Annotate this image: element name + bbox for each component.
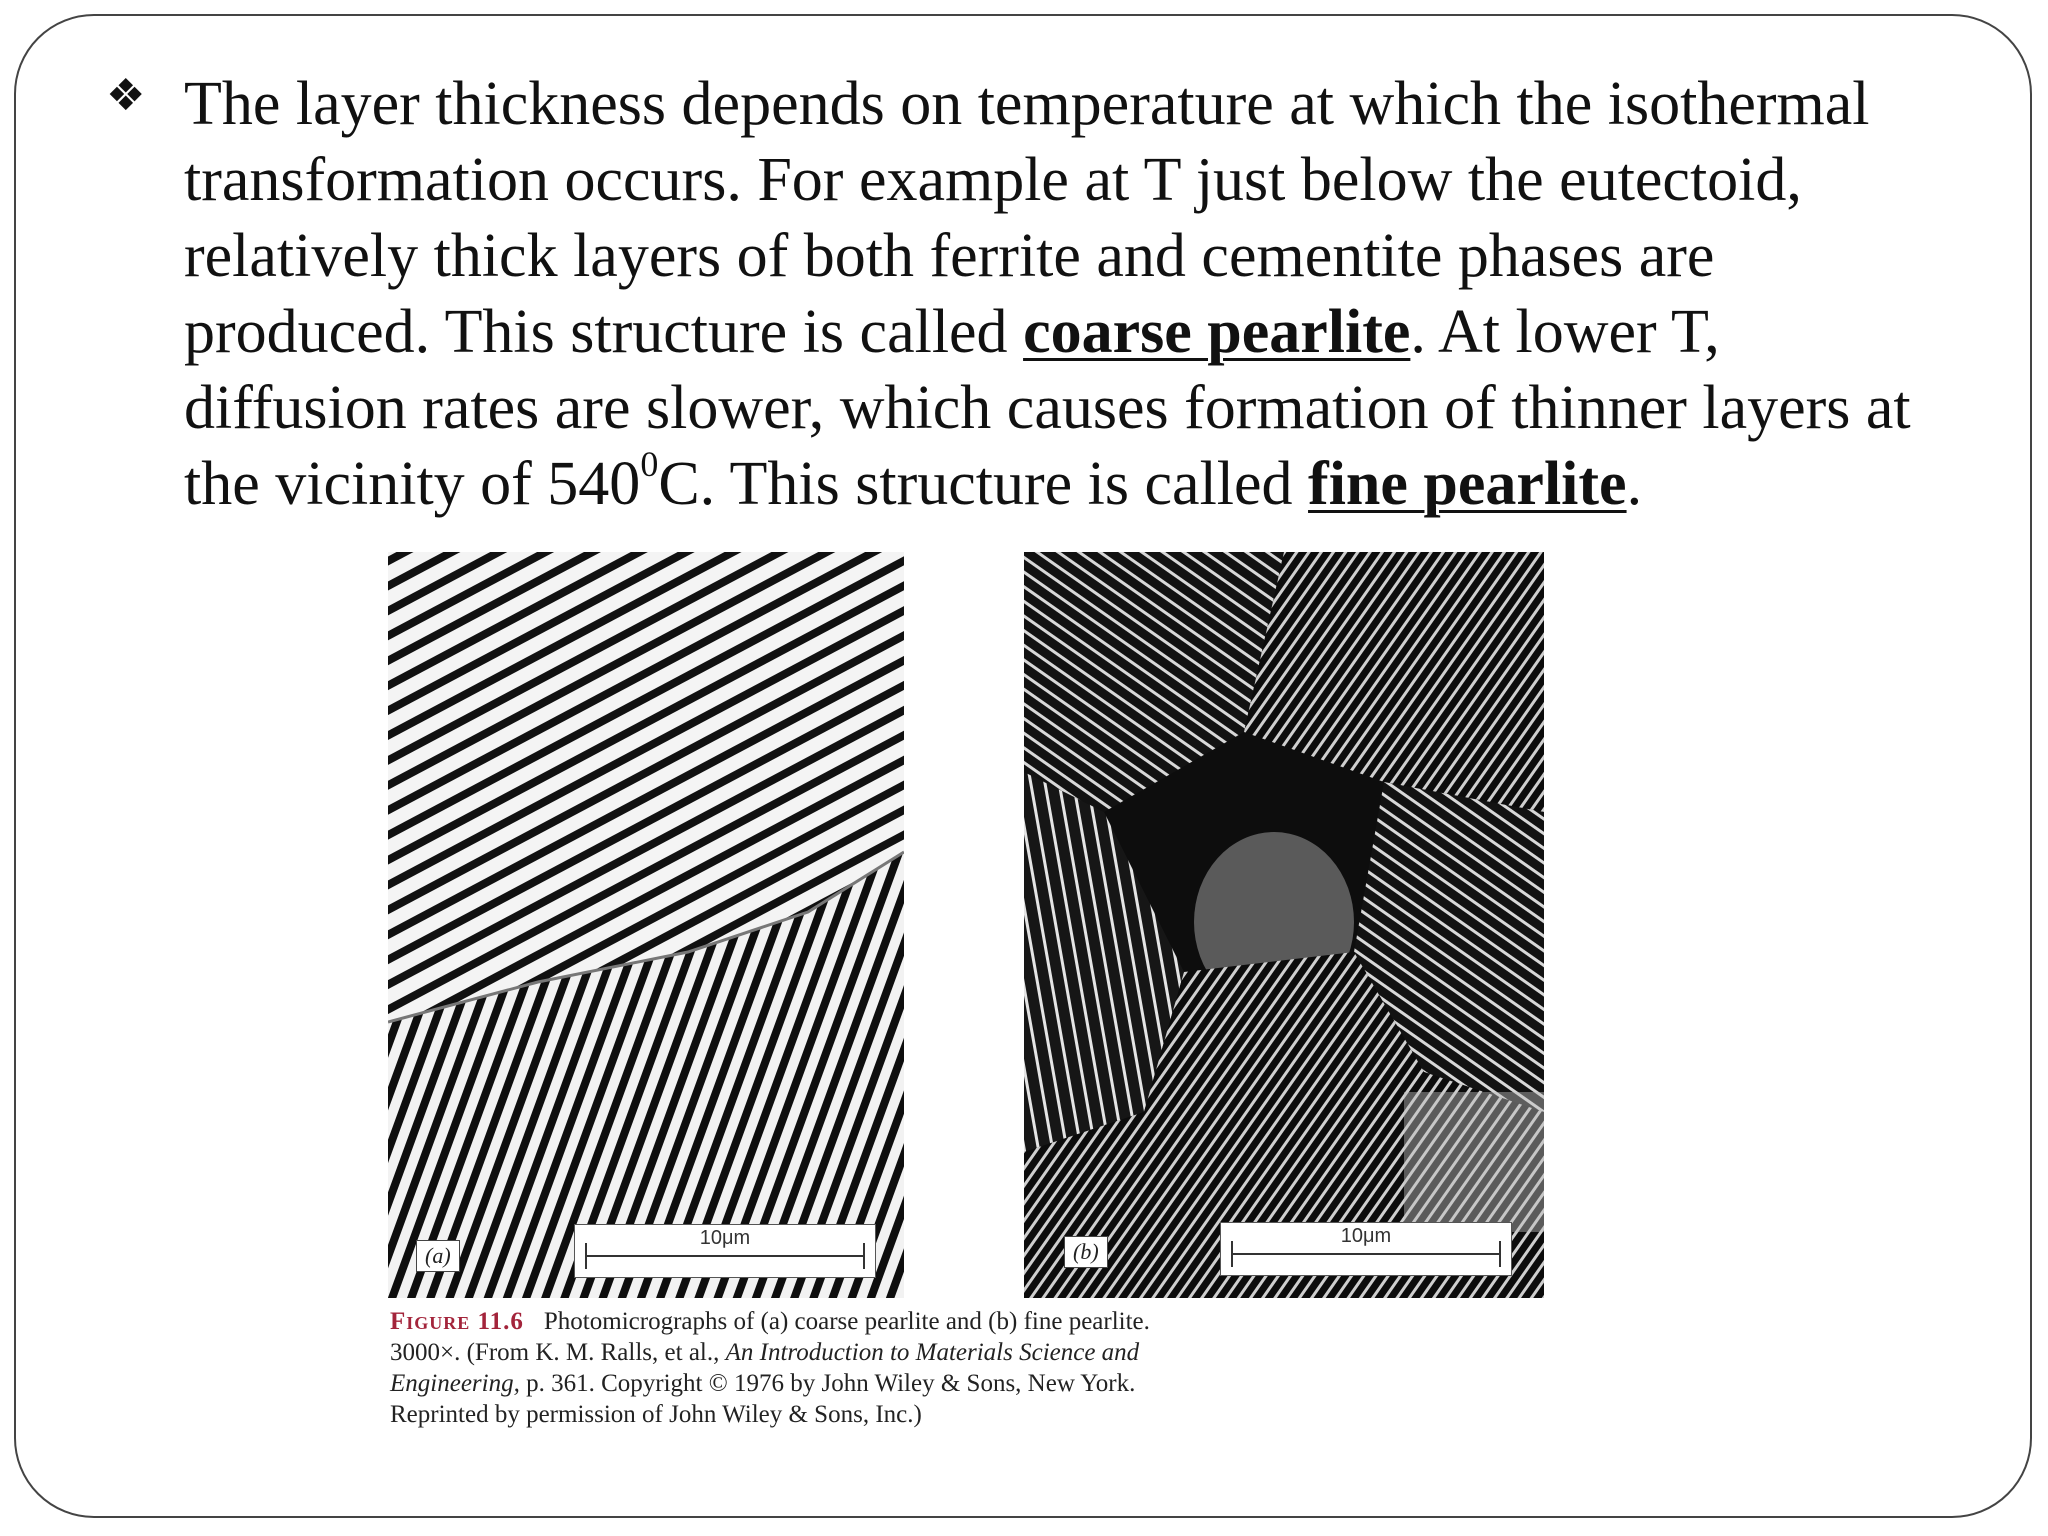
caption-text: Reprinted by permission of John Wiley & Sons, Inc.)	[390, 1401, 922, 1428]
caption-line	[390, 1368, 1390, 1399]
degree-superscript: 0	[640, 444, 659, 484]
fine-pearlite-texture	[1024, 552, 1544, 1298]
coarse-pearlite-texture	[388, 552, 904, 1298]
caption-text: 3000×. (From K. M. Ralls, et al.,	[390, 1339, 726, 1366]
panel-a-tag: (a)	[416, 1240, 460, 1272]
panel-b-tag: (b)	[1064, 1236, 1108, 1268]
para-text: produced. This structure is called	[184, 298, 1024, 366]
caption-line	[390, 1306, 1390, 1337]
para-line: transformation occurs. For example at T just below the eutectoid,	[184, 146, 1802, 214]
caption-line	[390, 1337, 1390, 1368]
caption-book-title: Engineering,	[390, 1370, 520, 1397]
para-line: relatively thick layers of both ferrite and cementite phases are	[184, 222, 1715, 290]
para-text: . At lower T,	[1410, 298, 1720, 366]
diamond-cluster-icon: ❖	[106, 70, 146, 121]
caption-text: Photomicrographs of (a) coarse pearlite and (b) fine pearlite.	[543, 1308, 1150, 1335]
para-line	[184, 446, 2048, 522]
micrograph-fine-pearlite	[1024, 552, 1544, 1298]
para-line: The layer thickness depends on temperature at which the isothermal	[184, 70, 1870, 138]
scale-bar-a-line	[585, 1255, 865, 1257]
figure-caption	[390, 1306, 1390, 1430]
para-text: the vicinity of 540	[184, 450, 641, 518]
term-fine-pearlite: fine pearlite	[1308, 450, 1627, 518]
para-text: C. This structure is called	[658, 450, 1309, 518]
caption-line	[390, 1399, 1390, 1430]
scale-bar-a-label: 10μm	[699, 1227, 751, 1249]
scale-bar-b-line	[1231, 1253, 1501, 1255]
caption-text: p. 361. Copyright © 1976 by John Wiley & Sons, New York.	[519, 1370, 1136, 1397]
para-text: .	[1626, 450, 1643, 518]
micrograph-coarse-pearlite	[388, 552, 904, 1298]
bullet-paragraph	[184, 66, 2048, 522]
term-coarse-pearlite: coarse pearlite	[1023, 298, 1411, 366]
caption-book-title: An Introduction to Materials Science and	[725, 1339, 1140, 1366]
scale-bar-b-label: 10μm	[1340, 1225, 1392, 1247]
figure-label: Figure 11.6	[390, 1308, 524, 1335]
scale-bar-b	[1220, 1222, 1512, 1276]
para-line	[184, 294, 2048, 370]
para-line: diffusion rates are slower, which causes formation of thinner layers at	[184, 374, 1911, 442]
scale-bar-a	[574, 1224, 876, 1278]
